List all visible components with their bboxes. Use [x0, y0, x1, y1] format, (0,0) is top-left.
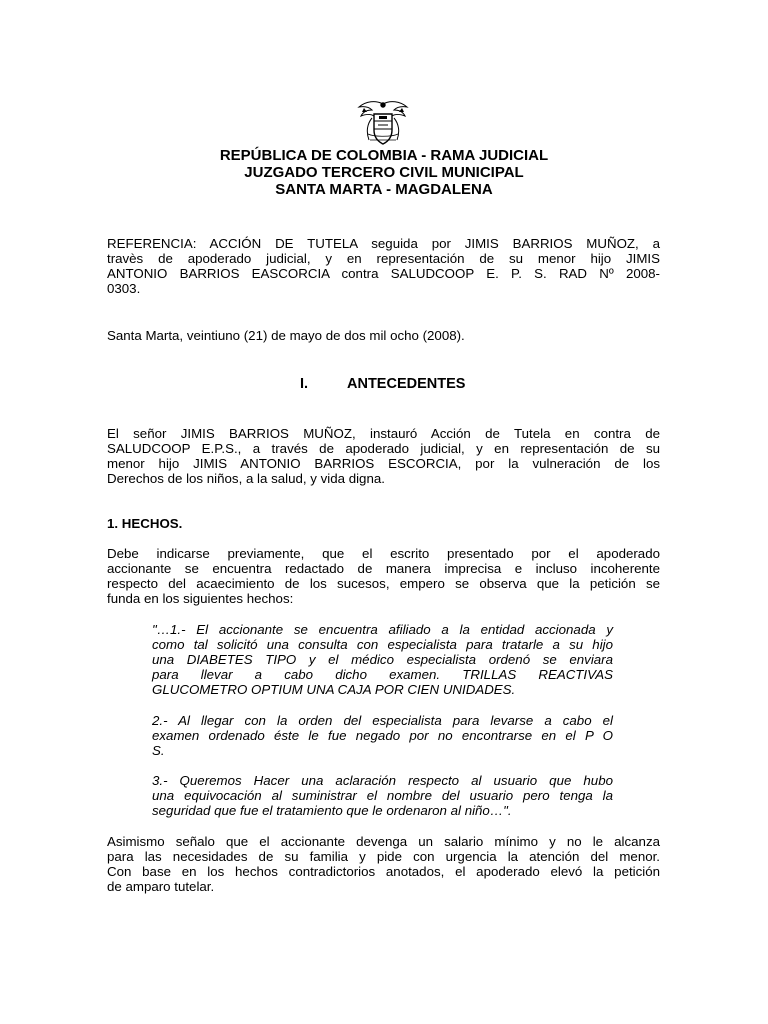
coat-of-arms-icon [356, 98, 410, 148]
text-line: REFERENCIA: ACCIÓN DE TUTELA seguida por JIMIS BARRIOS MUÑOZ, a [107, 236, 660, 251]
hechos-intro-paragraph [107, 546, 660, 606]
text-line: como tal solicitó una consulta con especialista para tratarle a su hijo [152, 637, 613, 652]
referencia-paragraph [107, 236, 660, 296]
text-line: 3.- Queremos Hacer una aclaración respecto al usuario que hubo [152, 773, 613, 788]
text-line: "…1.- El accionante se encuentra afiliado a la entidad accionada y [152, 622, 613, 637]
text-line: Debe indicarse previamente, que el escrito presentado por el apoderado [107, 546, 660, 561]
text-line: GLUCOMETRO OPTIUM UNA CAJA POR CIEN UNIDADES. [152, 682, 516, 697]
text-line: de amparo tutelar. [107, 879, 215, 894]
text-line: accionante se encuentra redactado de manera imprecisa e incluso incoherente [107, 561, 660, 576]
text-line: examen ordenado éste le fue negado por no encontrarse en el P O [152, 728, 613, 743]
closing-paragraph [107, 834, 660, 894]
section-number: I. [300, 376, 309, 392]
date-line: Santa Marta, veintiuno (21) de mayo de dos mil ocho (2008). [107, 328, 465, 343]
text-line: Con base en los hechos contradictorios anotados, el apoderado elevó la petición [107, 864, 660, 879]
text-line: seguridad que fue el tratamiento que le ordenaron al niño…". [152, 803, 512, 818]
text-line: ANTONIO BARRIOS EASCORCIA contra SALUDCOOP E. P. S. RAD Nº 2008- [107, 266, 660, 281]
text-line: S. [152, 743, 165, 758]
text-line: Derechos de los niños, a la salud, y vida digna. [107, 471, 385, 486]
header-line-republic: REPÚBLICA DE COLOMBIA - RAMA JUDICIAL [219, 147, 549, 164]
text-line: Asimismo señalo que el accionante devenga un salario mínimo y no le alcanza [107, 834, 660, 849]
text-line: una DIABETES TIPO y el médico especialista ordenó se enviara [152, 652, 613, 667]
text-line: 2.- Al llegar con la orden del especialista para levarse a cabo el [152, 713, 613, 728]
quote-paragraph-2 [152, 713, 613, 758]
section-title: ANTECEDENTES [347, 376, 466, 392]
text-line: para llevar a cabo dicho examen. TRILLAS REACTIVAS [152, 667, 613, 682]
header-line-city: SANTA MARTA - MAGDALENA [275, 181, 493, 198]
hechos-heading: 1. HECHOS. [107, 516, 183, 531]
text-line: SALUDCOOP E.P.S., a través de apoderado judicial, y en representación de su [107, 441, 660, 456]
text-line: respecto del acaecimiento de los sucesos, empero se observa que la petición se [107, 576, 660, 591]
text-line: funda en los siguientes hechos: [107, 591, 294, 606]
text-line: 0303. [107, 281, 141, 296]
header-line-court: JUZGADO TERCERO CIVIL MUNICIPAL [244, 164, 524, 181]
text-line: para las necesidades de su familia y pide con urgencia la atención del menor. [107, 849, 660, 864]
text-line: una equivocación al suministrar el nombre del usuario pero tenga la [152, 788, 613, 803]
text-line: El señor JIMIS BARRIOS MUÑOZ, instauró Acción de Tutela en contra de [107, 426, 660, 441]
quote-paragraph-3 [152, 773, 613, 818]
text-line: travès de apoderado judicial, y en representación de su menor hijo JIMIS [107, 251, 660, 266]
text-line: menor hijo JIMIS ANTONIO BARRIOS ESCORCIA, por la vulneración de los [107, 456, 660, 471]
antecedentes-paragraph [107, 426, 660, 486]
quote-paragraph-1 [152, 622, 613, 697]
